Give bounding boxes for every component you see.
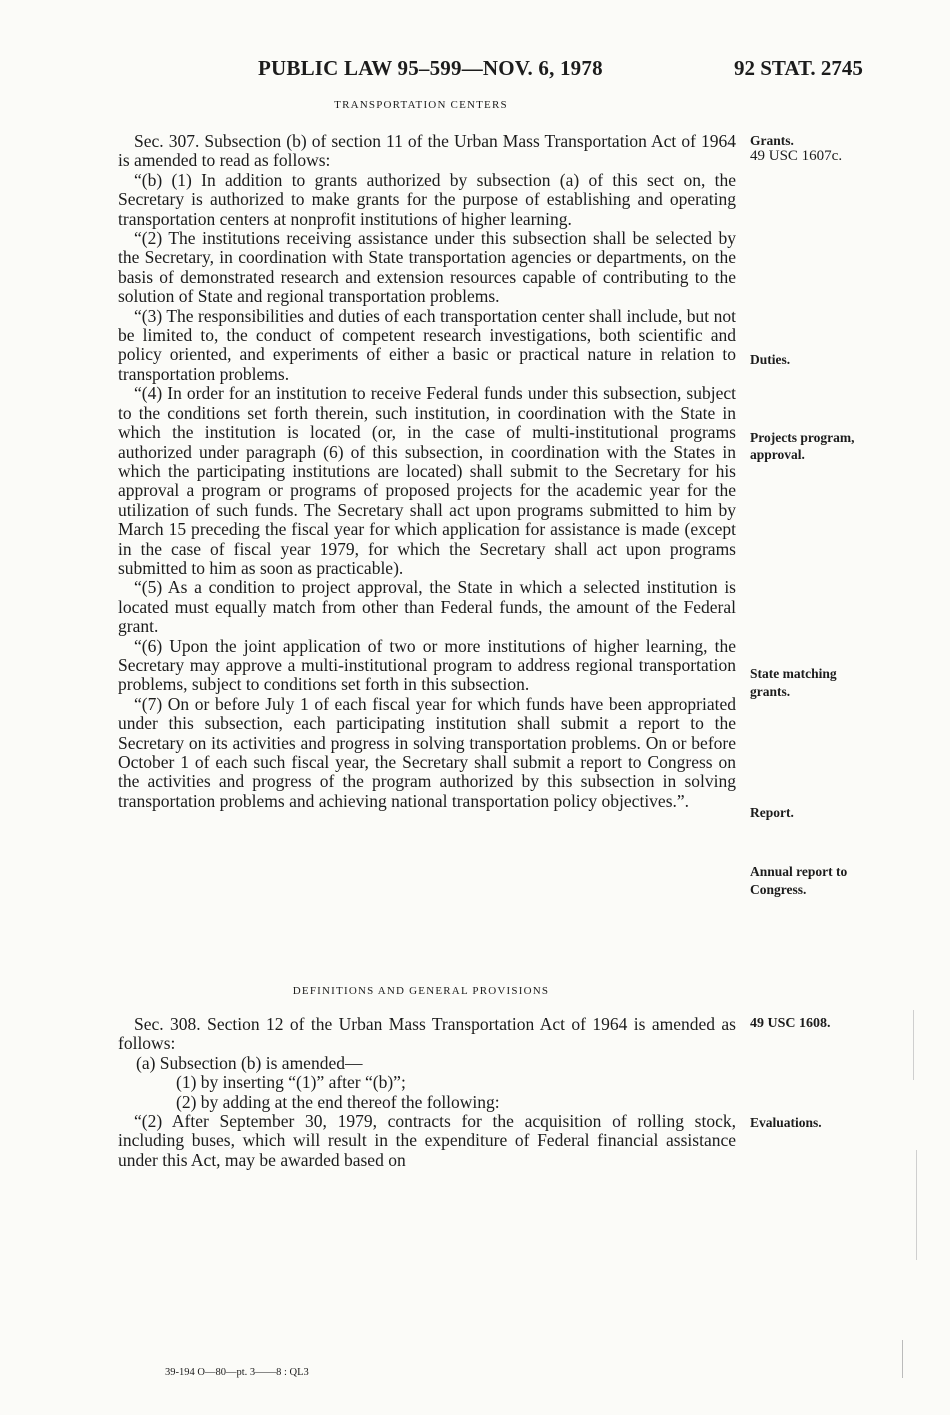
margin-note-approval: approval. bbox=[750, 447, 805, 462]
scan-edge-mark bbox=[902, 1340, 903, 1378]
scan-edge-mark bbox=[913, 1010, 914, 1080]
paragraph-b1: “(b) (1) In addition to grants authorized by subsection (a) of this sect on, the Secretary is authorized to make grants for the purpose of establishing and operating transportation centers at nonprofit institutions of higher learning. bbox=[118, 169, 736, 229]
margin-note-grants-2: grants. bbox=[750, 684, 791, 699]
margin-note-state-matching: State matching bbox=[750, 666, 837, 681]
paragraph-6: “(6) Upon the joint application of two or more institutions of higher learning, the Secretary may approve a multi-institutional program to address regional transportation problems, subject to conditions set forth in this subsection. bbox=[118, 635, 736, 695]
paragraph-5: “(5) As a condition to project approval, the State in which a selected institution is located must equally match from other than Federal funds, the amount of the Federal grant. bbox=[118, 577, 736, 637]
statute-page-number: 92 STAT. 2745 bbox=[734, 56, 863, 80]
paragraph-2: “(2) The institutions receiving assistance under this subsection shall be selected by the Secretary, in coordination with State transportation agencies or departments, on the basis of demonstrated research and extension resources capable of contributing to the solution of State and regional transportation problems. bbox=[118, 228, 736, 307]
item-1: (1) by inserting “(1)” after “(b)”; bbox=[176, 1072, 406, 1093]
print-footer-code: 39-194 O—80—pt. 3——8 : QL3 bbox=[165, 1367, 309, 1378]
item-a: (a) Subsection (b) is amended— bbox=[136, 1052, 363, 1073]
section-307-body bbox=[118, 132, 736, 811]
scan-edge-mark bbox=[916, 1150, 917, 1260]
margin-note-evaluations: Evaluations. bbox=[750, 1115, 822, 1130]
margin-note-congress: Congress. bbox=[750, 882, 807, 897]
running-header-title: PUBLIC LAW 95–599—NOV. 6, 1978 bbox=[258, 56, 603, 80]
paragraph-7: “(7) On or before July 1 of each fiscal year for which funds have been appropriated under this subsection, each participating institution shall submit a report to the Secretary on its activities and progress in solving transportation problems. On or before October 1 of each such fiscal year, the Secretary shall submit a report to Congress on the activities and progress of the program authorized by this subsection in solving transportation problems and achieving national transportation policy objectives.”. bbox=[118, 693, 736, 811]
section-308-intro: Sec. 308. Section 12 of the Urban Mass Transportation Act of 1964 is amended as follows: bbox=[118, 1014, 736, 1054]
margin-note-annual-report: Annual report to bbox=[750, 864, 848, 879]
margin-note-report: Report. bbox=[750, 805, 794, 820]
paragraph-4: “(4) In order for an institution to receive Federal funds under this subsection, subject to the conditions set forth therein, such institution, in coordination with the State in which the institution is located (or, in the case of multi-institutional programs authorized under paragraph (6) of this subsection, in coordination with the States in which the participating institutions are located) shall submit to the Secretary for his approval a program or programs of proposed projects for the academic year for the utilization of such funds. The Secretary shall act upon programs submitted to him by March 15 preceding the fiscal year for which application for assistance is made (except in the case of fiscal year 1979, for which the Secretary shall act upon programs submitted to him as soon as practicable). bbox=[118, 383, 736, 578]
margin-note-usc-1607c: 49 USC 1607c. bbox=[750, 148, 843, 164]
paragraph-3: “(3) The responsibilities and duties of each transportation center shall include, but not be limited to, the conduct of competent research investigations, both scientific and policy oriented, and experiments of either a basic or practical nature in relation to transportation problems. bbox=[118, 305, 736, 384]
margin-note-duties: Duties. bbox=[750, 352, 791, 367]
paragraph-2-evaluations: “(2) After September 30, 1979, contracts for the acquisition of rolling stock, including buses, which will result in the expenditure of Federal financial assistance under this Act, may be awarded based on bbox=[118, 1111, 736, 1170]
section-heading-definitions: DEFINITIONS AND GENERAL PROVISIONS bbox=[292, 985, 550, 997]
margin-note-grants: Grants. bbox=[750, 133, 794, 148]
item-2: (2) by adding at the end thereof the following: bbox=[176, 1091, 500, 1112]
section-307-intro: Sec. 307. Subsection (b) of section 11 of the Urban Mass Transportation Act of 1964 is amended to read as follows: bbox=[118, 131, 736, 171]
section-308-body bbox=[118, 1015, 736, 1170]
margin-note-projects-program: Projects program, bbox=[750, 430, 855, 445]
margin-note-usc-1608: 49 USC 1608. bbox=[750, 1016, 831, 1031]
section-heading-transportation-centers: TRANSPORTATION CENTERS bbox=[334, 99, 508, 111]
